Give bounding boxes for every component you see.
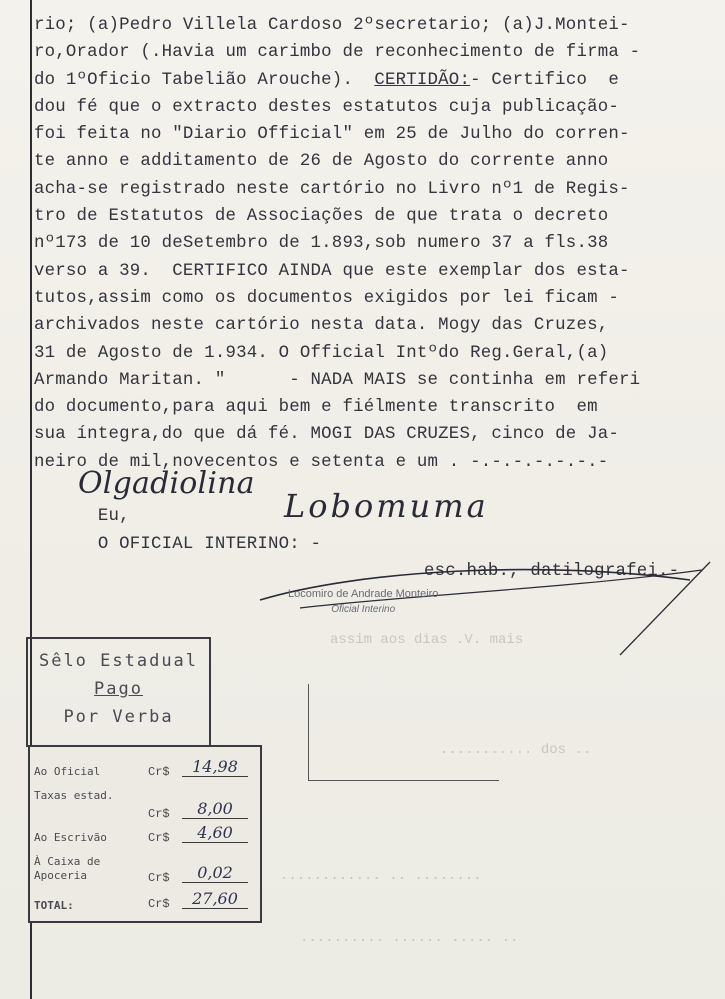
fee-total-value: 27,60 bbox=[182, 889, 248, 909]
bleed-through-text: ............ .. ........ bbox=[280, 868, 482, 884]
text-line: te anno e additamento de 26 de Agosto do corrente anno bbox=[34, 152, 609, 172]
text-line: foi feita no "Diario Official" em 25 de Julho do corren- bbox=[34, 125, 630, 145]
fee-currency: Cr$ bbox=[148, 765, 170, 779]
fee-currency: Cr$ bbox=[148, 897, 170, 911]
text-line: sua íntegra,do que dá fé. MOGI DAS CRUZES, cinco de Ja- bbox=[34, 425, 619, 445]
text-line: Armando Maritan. " - NADA MAIS se continha em referi bbox=[34, 370, 641, 390]
fee-total-label: TOTAL: bbox=[34, 899, 74, 912]
seal-line-2: Pago bbox=[94, 679, 143, 699]
text-line: dou fé que o extracto destes estatutos cuja publicação- bbox=[34, 97, 619, 117]
official-signature-line bbox=[34, 487, 714, 554]
fee-value: 8,00 bbox=[182, 799, 248, 819]
fee-currency: Cr$ bbox=[148, 831, 170, 845]
fee-label: Ao Escrivão bbox=[34, 831, 107, 844]
text-line: do documento,para aqui bem e fiélmente transcrito em bbox=[34, 398, 598, 418]
fee-label: À Caixa de Apoceria bbox=[34, 855, 101, 882]
text-line: tutos,assim como os documentos exigidos por lei ficam - bbox=[34, 288, 619, 308]
stamp-outline bbox=[308, 684, 499, 781]
official-name-stamp bbox=[288, 586, 438, 618]
fee-currency: Cr$ bbox=[148, 871, 170, 885]
text-line: nº173 de 10 deSetembro de 1.893,sob numero 37 a fls.38 bbox=[34, 234, 609, 254]
sign-line-prefix: Eu, bbox=[97, 507, 130, 527]
bleed-through-text: .......... ...... ..... .. bbox=[300, 930, 519, 946]
text-line: neiro de mil,novecentos e setenta e um . -.-.-.-.-.-.- bbox=[34, 452, 609, 472]
stamp-title: Oficial Interino bbox=[331, 604, 396, 615]
oficial-label: O OFICIAL INTERINO: - bbox=[97, 534, 322, 554]
certidao-rest: - Certifico e bbox=[470, 70, 619, 90]
fee-table bbox=[28, 745, 262, 923]
stamp-name: Locomiro de Andrade Monteiro bbox=[288, 588, 439, 600]
clerk-signature: Olgadiolina bbox=[78, 466, 255, 502]
certidao-label: CERTIDÃO: bbox=[374, 70, 471, 90]
fee-currency: Cr$ bbox=[148, 807, 170, 821]
text-line bbox=[34, 67, 714, 94]
text-line: tro de Estatutos de Associações de que trata o decreto bbox=[34, 207, 609, 227]
text-line: acha-se registrado neste cartório no Livro nº1 de Regis- bbox=[34, 179, 630, 199]
text-line-start: do 1ºOficio Tabelião Arouche). bbox=[34, 70, 375, 90]
seal-line-1: Sêlo Estadual bbox=[38, 651, 199, 671]
fee-value: 4,60 bbox=[182, 823, 248, 843]
fee-value: 0,02 bbox=[182, 863, 248, 883]
text-line: ro,Orador (.Havia um carimbo de reconhecimento de firma - bbox=[34, 43, 641, 63]
text-line: verso a 39. CERTIFICO AINDA que este exemplar dos esta- bbox=[34, 261, 630, 281]
text-line: 31 de Agosto de 1.934. O Official Intºdo Reg.Geral,(a) bbox=[34, 343, 609, 363]
transcribed-text bbox=[34, 12, 714, 581]
text-line: rio; (a)Pedro Villela Cardoso 2ºsecretario; (a)J.Montei- bbox=[34, 16, 630, 35]
sign-line-suffix: esc.hab., datilografei.- bbox=[424, 561, 680, 581]
bleed-through-text: assim aos dias .V. mais bbox=[330, 632, 524, 648]
state-seal-stamp bbox=[26, 637, 211, 747]
fee-label: Ao Oficial bbox=[34, 765, 101, 778]
text-line: archivados neste cartório nesta data. Mogy das Cruzes, bbox=[34, 316, 609, 336]
bleed-through-text: ........... dos .. bbox=[440, 742, 592, 758]
fee-value: 14,98 bbox=[182, 757, 248, 777]
fee-label: Taxas estad. bbox=[34, 789, 114, 802]
official-signature: Lobomuma bbox=[284, 487, 489, 526]
seal-line-3: Por Verba bbox=[63, 707, 174, 727]
